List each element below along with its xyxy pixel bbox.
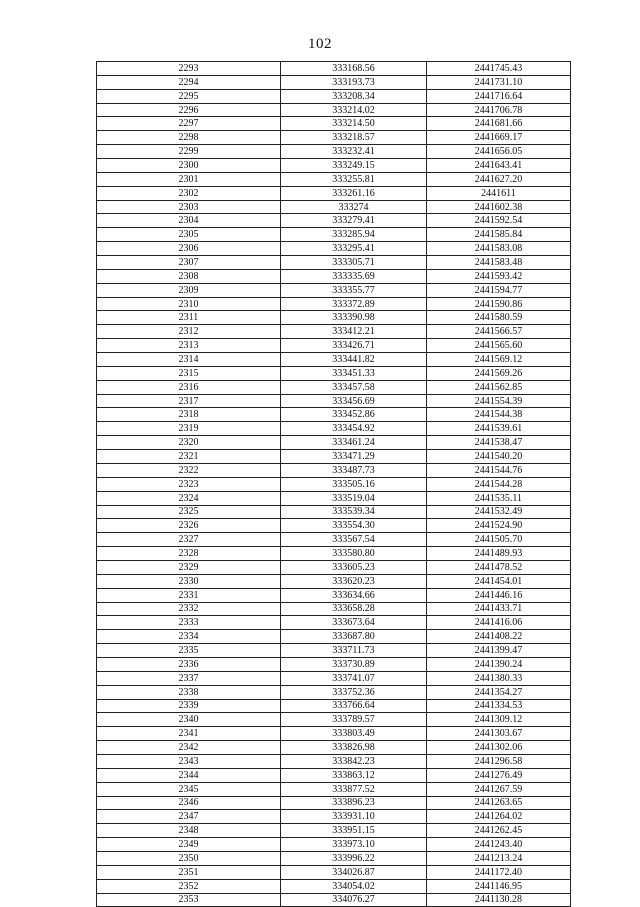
y-coordinate-cell: 2441302.06 (427, 741, 571, 755)
table-row (97, 810, 571, 824)
y-coordinate-cell: 2441454.01 (427, 574, 571, 588)
table-row (97, 685, 571, 699)
x-coordinate-cell: 333658.28 (281, 602, 427, 616)
point-number-cell: 2340 (97, 713, 281, 727)
table-row (97, 269, 571, 283)
point-number-cell: 2321 (97, 450, 281, 464)
point-number-cell: 2338 (97, 685, 281, 699)
y-coordinate-cell: 2441602.38 (427, 200, 571, 214)
point-number-cell: 2300 (97, 159, 281, 173)
x-coordinate-cell: 333412.21 (281, 325, 427, 339)
point-number-cell: 2326 (97, 519, 281, 533)
table-row (97, 741, 571, 755)
x-coordinate-cell: 333218.57 (281, 131, 427, 145)
x-coordinate-cell: 333426.71 (281, 339, 427, 353)
point-number-cell: 2302 (97, 186, 281, 200)
y-coordinate-cell: 2441669.17 (427, 131, 571, 145)
x-coordinate-cell: 333673.64 (281, 616, 427, 630)
y-coordinate-cell: 2441643.41 (427, 159, 571, 173)
y-coordinate-cell: 2441303.67 (427, 727, 571, 741)
y-coordinate-cell: 2441267.59 (427, 782, 571, 796)
table-row (97, 436, 571, 450)
x-coordinate-cell: 333372.89 (281, 297, 427, 311)
x-coordinate-cell: 333741.07 (281, 671, 427, 685)
table-row (97, 768, 571, 782)
y-coordinate-cell: 2441565.60 (427, 339, 571, 353)
table-row (97, 408, 571, 422)
point-number-cell: 2324 (97, 491, 281, 505)
y-coordinate-cell: 2441354.27 (427, 685, 571, 699)
x-coordinate-cell: 333457.58 (281, 380, 427, 394)
table-row (97, 103, 571, 117)
point-number-cell: 2331 (97, 588, 281, 602)
table-row (97, 463, 571, 477)
table-row (97, 754, 571, 768)
point-number-cell: 2295 (97, 89, 281, 103)
table-body (97, 62, 571, 907)
point-number-cell: 2344 (97, 768, 281, 782)
y-coordinate-cell: 2441656.05 (427, 145, 571, 159)
table-row (97, 380, 571, 394)
x-coordinate-cell: 333451.33 (281, 366, 427, 380)
x-coordinate-cell: 333567.54 (281, 533, 427, 547)
table-row (97, 865, 571, 879)
x-coordinate-cell: 333168.56 (281, 62, 427, 76)
x-coordinate-cell: 333305.71 (281, 256, 427, 270)
x-coordinate-cell: 333456.69 (281, 394, 427, 408)
y-coordinate-cell: 2441505.70 (427, 533, 571, 547)
table-row (97, 75, 571, 89)
y-coordinate-cell: 2441524.90 (427, 519, 571, 533)
x-coordinate-cell: 333295.41 (281, 242, 427, 256)
point-number-cell: 2334 (97, 630, 281, 644)
point-number-cell: 2348 (97, 824, 281, 838)
table-row (97, 450, 571, 464)
table-row (97, 297, 571, 311)
x-coordinate-cell: 333752.36 (281, 685, 427, 699)
x-coordinate-cell: 334026.87 (281, 865, 427, 879)
y-coordinate-cell: 2441544.28 (427, 477, 571, 491)
y-coordinate-cell: 2441566.57 (427, 325, 571, 339)
x-coordinate-cell: 333789.57 (281, 713, 427, 727)
table-row (97, 505, 571, 519)
x-coordinate-cell: 333355.77 (281, 283, 427, 297)
point-number-cell: 2335 (97, 644, 281, 658)
point-number-cell: 2319 (97, 422, 281, 436)
y-coordinate-cell: 2441532.49 (427, 505, 571, 519)
point-number-cell: 2336 (97, 657, 281, 671)
x-coordinate-cell: 333208.34 (281, 89, 427, 103)
table-row (97, 117, 571, 131)
y-coordinate-cell: 2441213.24 (427, 851, 571, 865)
point-number-cell: 2322 (97, 463, 281, 477)
x-coordinate-cell: 333505.16 (281, 477, 427, 491)
y-coordinate-cell: 2441706.78 (427, 103, 571, 117)
y-coordinate-cell: 2441130.28 (427, 893, 571, 907)
table-row (97, 62, 571, 76)
y-coordinate-cell: 2441540.20 (427, 450, 571, 464)
coordinates-table (96, 61, 571, 907)
y-coordinate-cell: 2441593.42 (427, 269, 571, 283)
point-number-cell: 2333 (97, 616, 281, 630)
table-row (97, 256, 571, 270)
point-number-cell: 2305 (97, 228, 281, 242)
y-coordinate-cell: 2441172.40 (427, 865, 571, 879)
y-coordinate-cell: 2441408.22 (427, 630, 571, 644)
point-number-cell: 2337 (97, 671, 281, 685)
x-coordinate-cell: 333261.16 (281, 186, 427, 200)
x-coordinate-cell: 333803.49 (281, 727, 427, 741)
point-number-cell: 2296 (97, 103, 281, 117)
x-coordinate-cell: 333842.23 (281, 754, 427, 768)
x-coordinate-cell: 333620.23 (281, 574, 427, 588)
y-coordinate-cell: 2441416.06 (427, 616, 571, 630)
point-number-cell: 2303 (97, 200, 281, 214)
table-row (97, 242, 571, 256)
table-row (97, 644, 571, 658)
point-number-cell: 2320 (97, 436, 281, 450)
y-coordinate-cell: 2441433.71 (427, 602, 571, 616)
y-coordinate-cell: 2441539.61 (427, 422, 571, 436)
x-coordinate-cell: 333973.10 (281, 838, 427, 852)
x-coordinate-cell: 333539.34 (281, 505, 427, 519)
table-row (97, 228, 571, 242)
x-coordinate-cell: 334076.27 (281, 893, 427, 907)
x-coordinate-cell: 333454.92 (281, 422, 427, 436)
point-number-cell: 2341 (97, 727, 281, 741)
point-number-cell: 2350 (97, 851, 281, 865)
table-row (97, 796, 571, 810)
table-row (97, 159, 571, 173)
point-number-cell: 2316 (97, 380, 281, 394)
table-row (97, 131, 571, 145)
y-coordinate-cell: 2441243.40 (427, 838, 571, 852)
point-number-cell: 2317 (97, 394, 281, 408)
x-coordinate-cell: 333214.50 (281, 117, 427, 131)
x-coordinate-cell: 333285.94 (281, 228, 427, 242)
table-row (97, 630, 571, 644)
table-row (97, 394, 571, 408)
y-coordinate-cell: 2441585.84 (427, 228, 571, 242)
x-coordinate-cell: 333896.23 (281, 796, 427, 810)
table-row (97, 214, 571, 228)
point-number-cell: 2310 (97, 297, 281, 311)
y-coordinate-cell: 2441583.08 (427, 242, 571, 256)
table-row (97, 602, 571, 616)
table-row (97, 186, 571, 200)
x-coordinate-cell: 333461.24 (281, 436, 427, 450)
point-number-cell: 2323 (97, 477, 281, 491)
y-coordinate-cell: 2441276.49 (427, 768, 571, 782)
x-coordinate-cell: 333255.81 (281, 172, 427, 186)
x-coordinate-cell: 333390.98 (281, 311, 427, 325)
point-number-cell: 2346 (97, 796, 281, 810)
table-row (97, 782, 571, 796)
y-coordinate-cell: 2441146.95 (427, 879, 571, 893)
x-coordinate-cell: 334054.02 (281, 879, 427, 893)
y-coordinate-cell: 2441538.47 (427, 436, 571, 450)
point-number-cell: 2309 (97, 283, 281, 297)
y-coordinate-cell: 2441611 (427, 186, 571, 200)
table-row (97, 366, 571, 380)
y-coordinate-cell: 2441489.93 (427, 547, 571, 561)
y-coordinate-cell: 2441569.26 (427, 366, 571, 380)
point-number-cell: 2353 (97, 893, 281, 907)
table-row (97, 713, 571, 727)
table-row (97, 325, 571, 339)
x-coordinate-cell: 333452.86 (281, 408, 427, 422)
point-number-cell: 2312 (97, 325, 281, 339)
point-number-cell: 2318 (97, 408, 281, 422)
y-coordinate-cell: 2441309.12 (427, 713, 571, 727)
y-coordinate-cell: 2441569.12 (427, 353, 571, 367)
table-row (97, 311, 571, 325)
y-coordinate-cell: 2441478.52 (427, 560, 571, 574)
y-coordinate-cell: 2441590.86 (427, 297, 571, 311)
y-coordinate-cell: 2441263.65 (427, 796, 571, 810)
point-number-cell: 2313 (97, 339, 281, 353)
x-coordinate-cell: 333193.73 (281, 75, 427, 89)
x-coordinate-cell: 333335.69 (281, 269, 427, 283)
x-coordinate-cell: 333687.80 (281, 630, 427, 644)
x-coordinate-cell: 333730.89 (281, 657, 427, 671)
point-number-cell: 2311 (97, 311, 281, 325)
x-coordinate-cell: 333951.15 (281, 824, 427, 838)
x-coordinate-cell: 333711.73 (281, 644, 427, 658)
point-number-cell: 2304 (97, 214, 281, 228)
table-row (97, 657, 571, 671)
table-row (97, 699, 571, 713)
point-number-cell: 2293 (97, 62, 281, 76)
x-coordinate-cell: 333441.82 (281, 353, 427, 367)
y-coordinate-cell: 2441262.45 (427, 824, 571, 838)
x-coordinate-cell: 333877.52 (281, 782, 427, 796)
point-number-cell: 2314 (97, 353, 281, 367)
point-number-cell: 2330 (97, 574, 281, 588)
y-coordinate-cell: 2441390.24 (427, 657, 571, 671)
x-coordinate-cell: 333996.22 (281, 851, 427, 865)
table-row (97, 339, 571, 353)
point-number-cell: 2315 (97, 366, 281, 380)
x-coordinate-cell: 333931.10 (281, 810, 427, 824)
point-number-cell: 2332 (97, 602, 281, 616)
table-row (97, 533, 571, 547)
x-coordinate-cell: 333826.98 (281, 741, 427, 755)
table-row (97, 851, 571, 865)
y-coordinate-cell: 2441399.47 (427, 644, 571, 658)
point-number-cell: 2352 (97, 879, 281, 893)
point-number-cell: 2299 (97, 145, 281, 159)
x-coordinate-cell: 333232.41 (281, 145, 427, 159)
table-row (97, 671, 571, 685)
page-number: 102 (308, 36, 332, 52)
table-row (97, 283, 571, 297)
y-coordinate-cell: 2441446.16 (427, 588, 571, 602)
point-number-cell: 2328 (97, 547, 281, 561)
y-coordinate-cell: 2441592.54 (427, 214, 571, 228)
table-row (97, 172, 571, 186)
x-coordinate-cell: 333605.23 (281, 560, 427, 574)
y-coordinate-cell: 2441580.59 (427, 311, 571, 325)
table-row (97, 547, 571, 561)
table-row (97, 560, 571, 574)
y-coordinate-cell: 2441681.66 (427, 117, 571, 131)
x-coordinate-cell: 333519.04 (281, 491, 427, 505)
point-number-cell: 2339 (97, 699, 281, 713)
y-coordinate-cell: 2441544.76 (427, 463, 571, 477)
y-coordinate-cell: 2441296.58 (427, 754, 571, 768)
table-row (97, 200, 571, 214)
point-number-cell: 2298 (97, 131, 281, 145)
point-number-cell: 2351 (97, 865, 281, 879)
table-row (97, 838, 571, 852)
y-coordinate-cell: 2441380.33 (427, 671, 571, 685)
x-coordinate-cell: 333279.41 (281, 214, 427, 228)
point-number-cell: 2297 (97, 117, 281, 131)
y-coordinate-cell: 2441562.85 (427, 380, 571, 394)
y-coordinate-cell: 2441594.77 (427, 283, 571, 297)
point-number-cell: 2327 (97, 533, 281, 547)
y-coordinate-cell: 2441627.20 (427, 172, 571, 186)
point-number-cell: 2306 (97, 242, 281, 256)
x-coordinate-cell: 333580.80 (281, 547, 427, 561)
x-coordinate-cell: 333863.12 (281, 768, 427, 782)
table-row (97, 477, 571, 491)
y-coordinate-cell: 2441544.38 (427, 408, 571, 422)
y-coordinate-cell: 2441535.11 (427, 491, 571, 505)
point-number-cell: 2349 (97, 838, 281, 852)
table-row (97, 727, 571, 741)
table-row (97, 879, 571, 893)
y-coordinate-cell: 2441731.10 (427, 75, 571, 89)
table-row (97, 574, 571, 588)
point-number-cell: 2329 (97, 560, 281, 574)
table-row (97, 491, 571, 505)
x-coordinate-cell: 333634.66 (281, 588, 427, 602)
point-number-cell: 2301 (97, 172, 281, 186)
point-number-cell: 2343 (97, 754, 281, 768)
y-coordinate-cell: 2441745.43 (427, 62, 571, 76)
x-coordinate-cell: 333487.73 (281, 463, 427, 477)
y-coordinate-cell: 2441716.64 (427, 89, 571, 103)
table-row (97, 616, 571, 630)
x-coordinate-cell: 333274 (281, 200, 427, 214)
point-number-cell: 2307 (97, 256, 281, 270)
x-coordinate-cell: 333471.29 (281, 450, 427, 464)
x-coordinate-cell: 333249.15 (281, 159, 427, 173)
point-number-cell: 2325 (97, 505, 281, 519)
x-coordinate-cell: 333214.02 (281, 103, 427, 117)
table-row (97, 824, 571, 838)
point-number-cell: 2294 (97, 75, 281, 89)
y-coordinate-cell: 2441583.48 (427, 256, 571, 270)
x-coordinate-cell: 333766.64 (281, 699, 427, 713)
point-number-cell: 2347 (97, 810, 281, 824)
point-number-cell: 2345 (97, 782, 281, 796)
y-coordinate-cell: 2441264.02 (427, 810, 571, 824)
y-coordinate-cell: 2441334.53 (427, 699, 571, 713)
x-coordinate-cell: 333554.30 (281, 519, 427, 533)
table-row (97, 588, 571, 602)
table-row (97, 422, 571, 436)
table-row (97, 353, 571, 367)
table-row (97, 519, 571, 533)
y-coordinate-cell: 2441554.39 (427, 394, 571, 408)
table-row (97, 145, 571, 159)
table-row (97, 89, 571, 103)
point-number-cell: 2308 (97, 269, 281, 283)
point-number-cell: 2342 (97, 741, 281, 755)
